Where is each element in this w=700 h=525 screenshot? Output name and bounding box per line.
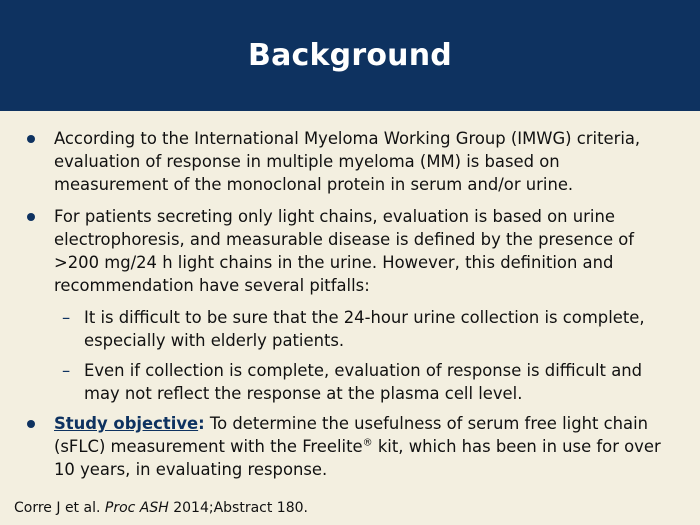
subbullet-urine-collection xyxy=(0,306,700,352)
bullet-text: For patients secreting only light chains, evaluation is based on urine electrophoresis, and measurable disease is defined by the presence of >200 mg/24 h light chains in the urine. However, this definition and recommendation have several pitfalls: xyxy=(54,207,635,295)
title-bar xyxy=(0,0,700,111)
bullet-dot-icon xyxy=(27,420,35,428)
bullet-dot-icon xyxy=(27,213,35,221)
bullet-imwg-criteria xyxy=(0,127,700,196)
study-objective-text: To determine the usefulness of serum free light chain (sFLC) measurement with the Freelite xyxy=(54,414,649,456)
citation xyxy=(14,499,308,517)
subbullet-text: Even if collection is complete, evaluation of response is difficult and may not reflect the response at the plasma cell level. xyxy=(84,361,643,403)
study-objective-text-end: kit, which has been in use for over 10 years, in evaluating response. xyxy=(54,437,661,479)
bullet-text: According to the International Myeloma Working Group (IMWG) criteria, evaluation of response in multiple myeloma (MM) is based on measurement of the monoclonal protein in serum and/or urine. xyxy=(54,129,641,194)
citation-journal: Proc ASH xyxy=(104,500,169,516)
dash-icon: – xyxy=(62,361,71,380)
study-objective-label: Study objective xyxy=(54,414,199,433)
bullet-study-objective xyxy=(0,412,700,481)
subbullet-text: It is difficult to be sure that the 24-hour urine collection is complete, especially with elderly patients. xyxy=(84,308,645,350)
study-objective-colon: : xyxy=(198,414,205,433)
registered-trademark: ® xyxy=(362,437,373,449)
citation-authors: Corre J et al. xyxy=(14,500,105,516)
slide-title: Background xyxy=(248,38,452,73)
subbullet-response-evaluation xyxy=(0,359,700,405)
slide-content xyxy=(0,127,700,490)
bullet-dot-icon xyxy=(27,135,35,143)
bullet-light-chains xyxy=(0,205,700,297)
citation-details: 2014;Abstract 180. xyxy=(168,500,308,516)
dash-icon: – xyxy=(62,308,71,327)
